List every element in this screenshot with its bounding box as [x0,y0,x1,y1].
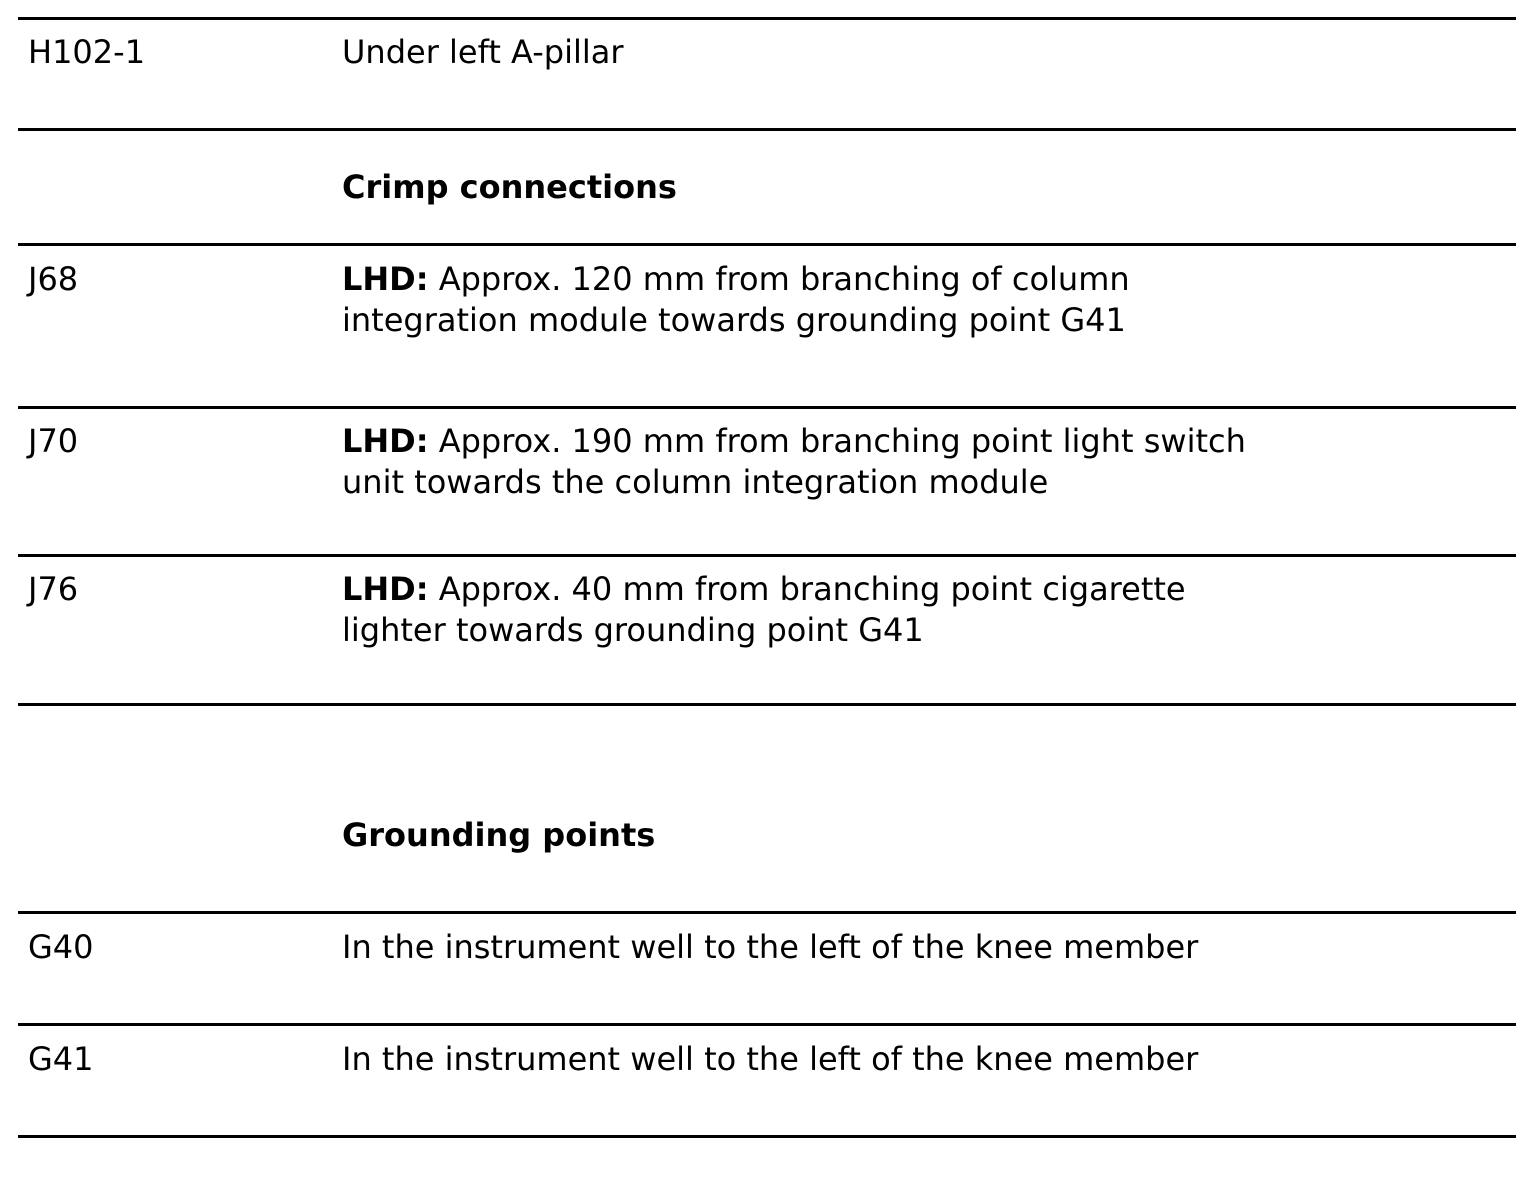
divider [18,911,1516,914]
row-code-g40: G40 [28,928,94,966]
row-code-g41: G41 [28,1040,94,1078]
row-code-j76: J76 [28,570,79,608]
description-text: Approx. 40 mm from branching point cigarette [428,570,1186,608]
divider [18,1135,1516,1138]
description-text: Approx. 190 mm from branching point light switch [428,422,1246,460]
lhd-label: LHD: [342,260,429,298]
divider [18,243,1516,246]
description-line [342,569,1186,610]
divider [18,17,1516,20]
row-description-h102-1: Under left A-pillar [342,33,624,71]
divider [18,128,1516,131]
row-description-j68 [342,259,1130,341]
description-line: unit towards the column integration module [342,463,1049,501]
divider [18,406,1516,409]
row-description-g40: In the instrument well to the left of the knee member [342,928,1199,966]
section-heading-crimp-connections: Crimp connections [342,168,677,206]
row-code-h102-1: H102-1 [28,33,146,71]
lhd-label: LHD: [342,570,429,608]
row-description-j70 [342,421,1246,503]
section-heading-grounding-points: Grounding points [342,816,656,854]
description-line: integration module towards grounding point G41 [342,301,1126,339]
description-line: lighter towards grounding point G41 [342,611,924,649]
row-description-g41: In the instrument well to the left of the knee member [342,1040,1199,1078]
description-line [342,259,1130,300]
row-code-j68: J68 [28,260,79,298]
divider [18,1023,1516,1026]
divider [18,554,1516,557]
row-code-j70: J70 [28,422,79,460]
description-line [342,421,1246,462]
description-text: Approx. 120 mm from branching of column [428,260,1130,298]
row-description-j76 [342,569,1186,651]
divider [18,703,1516,706]
lhd-label: LHD: [342,422,429,460]
